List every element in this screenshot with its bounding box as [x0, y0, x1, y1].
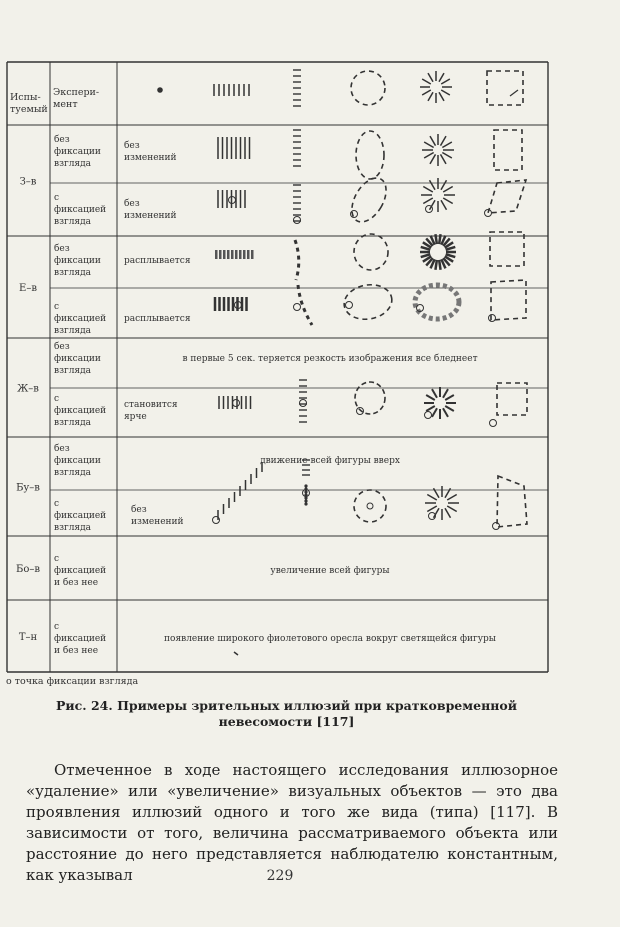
text-line: с — [54, 554, 60, 564]
radial-burst-icon — [427, 495, 437, 501]
text-line: увеличение всей фигуры — [270, 566, 390, 576]
text-line: с — [54, 394, 60, 404]
condition-label — [54, 134, 101, 169]
effect-label — [124, 314, 191, 324]
text-line: становится — [124, 400, 178, 410]
blurred-burst-icon — [439, 260, 440, 270]
blurred-burst-icon — [435, 234, 436, 244]
text-line: расплывается — [124, 256, 191, 266]
fixation-point-icon — [493, 523, 500, 530]
radial-burst-icon — [432, 389, 437, 398]
radial-burst-icon — [445, 406, 454, 411]
text-line: Е–в — [19, 283, 37, 294]
text-line: с — [54, 622, 60, 632]
dashed-circle-icon — [354, 234, 388, 270]
text-line: взгляда — [54, 217, 91, 227]
fixation-point-icon — [233, 400, 240, 407]
radial-burst-icon — [439, 92, 444, 101]
fixation-point-icon — [294, 217, 301, 224]
radial-burst-icon — [447, 495, 457, 501]
fixation-point-icon — [426, 206, 433, 213]
text-line: фиксацией — [54, 406, 107, 416]
radial-burst-icon — [423, 187, 433, 193]
text-line: без — [54, 244, 70, 254]
blurred-grating-icon — [223, 250, 226, 259]
text-line: фиксации — [54, 147, 101, 157]
legend-fixation-point: о точка фиксации взгляда — [6, 676, 139, 687]
dot-icon — [158, 88, 162, 92]
text-line: мент — [53, 99, 78, 110]
blurred-burst-icon — [435, 260, 436, 270]
dashed-square-icon — [491, 280, 526, 320]
text-line: Бу–в — [16, 482, 40, 494]
text-line: фиксации — [54, 456, 101, 466]
text-line: без — [54, 342, 70, 352]
radial-burst-icon — [428, 73, 433, 82]
text-line: появление широкого фиолетового оресла вокруг светящейся фигуры — [164, 634, 496, 644]
corner-mark-icon — [510, 90, 518, 96]
text-line: изменений — [124, 211, 177, 221]
text-line: с — [54, 193, 60, 203]
radial-burst-icon — [423, 198, 433, 204]
fixation-point-icon — [346, 302, 353, 309]
condition-label — [54, 243, 101, 278]
blurred-burst-icon — [439, 234, 440, 244]
dashed-circle-icon — [351, 71, 385, 105]
fixation-point-icon — [294, 304, 301, 311]
blurred-grating-icon — [235, 250, 238, 259]
radial-burst-icon — [442, 153, 452, 159]
radial-burst-icon — [441, 90, 450, 95]
radial-burst-icon — [441, 79, 450, 84]
fixation-point-icon — [351, 211, 358, 218]
radial-burst-icon — [443, 389, 448, 398]
condition-label — [54, 554, 106, 588]
text-line: взгляда — [54, 366, 91, 376]
blurred-grating-icon — [219, 250, 222, 259]
effect-label — [124, 198, 177, 221]
radial-burst-icon — [422, 79, 431, 84]
text-line: взгляда — [54, 326, 91, 336]
subject-label — [19, 283, 37, 294]
text-line: фиксации — [54, 354, 101, 364]
table-text — [10, 87, 496, 656]
radial-burst-icon — [445, 395, 454, 400]
radial-burst-icon — [428, 92, 433, 101]
radial-burst-icon — [424, 153, 434, 159]
text-line: фиксацией — [54, 566, 107, 576]
blurred-grating-icon — [231, 250, 234, 259]
text-line: без — [124, 141, 140, 151]
dotted-column-icon — [304, 484, 307, 487]
dashed-parallelogram-icon — [488, 180, 526, 213]
dashed-trapezoid-icon — [497, 476, 527, 527]
radial-burst-icon — [426, 395, 435, 400]
radial-burst-icon — [424, 142, 434, 148]
page-number: 229 — [266, 868, 294, 884]
text-line: туемый — [10, 104, 48, 115]
text-line: Бо–в — [16, 564, 40, 575]
text-line: Ж–в — [17, 383, 39, 395]
text-line: Экспери- — [53, 87, 100, 98]
effect-label — [124, 140, 177, 163]
effect-label — [124, 400, 178, 422]
radial-burst-icon — [441, 154, 447, 164]
text-line: в первые 5 сек. теряется резкость изображения все бледнеет — [182, 354, 478, 364]
radial-burst-icon — [422, 90, 431, 95]
text-line: взгляда — [54, 523, 91, 533]
radial-burst-icon — [430, 154, 436, 164]
effect-label — [182, 353, 477, 364]
text-line: взгляда — [54, 159, 91, 169]
text-line: без — [54, 444, 70, 454]
radial-burst-icon — [439, 73, 444, 82]
condition-label — [54, 499, 106, 533]
radial-burst-icon — [445, 508, 451, 518]
text-line: взгляда — [54, 468, 91, 478]
blurred-ring-icon — [415, 285, 459, 319]
text-line: фиксацией — [54, 205, 107, 215]
radial-burst-icon — [447, 506, 457, 512]
radial-burst-icon — [443, 408, 448, 417]
fixation-point-icon — [425, 412, 432, 419]
fixation-point-icon — [300, 400, 307, 407]
effect-label — [260, 456, 400, 466]
text-line: З–в — [19, 176, 37, 188]
radial-burst-icon — [441, 136, 447, 146]
text-line: с — [54, 302, 60, 312]
text-line: и без нее — [54, 646, 99, 656]
radial-burst-icon — [441, 180, 447, 190]
dashed-square-icon — [494, 130, 522, 170]
radial-burst-icon — [441, 200, 447, 210]
fixation-point-icon — [490, 420, 497, 427]
radial-burst-icon — [427, 506, 437, 512]
effect-label — [124, 256, 191, 266]
condition-label — [54, 394, 106, 428]
body-text: Отмеченное в ходе настоящего исследования иллюзорное «удаление» или «увеличение» визуальных объектов — это два проявления иллюзий одного и того же вида (типа) [117]. В зависимости от того, величина рассматриваемого объекта или расстояние до него представляется наблюдателю константным, как указывал — [26, 761, 558, 884]
condition-label — [54, 622, 106, 656]
effect-label — [164, 634, 496, 644]
text-line: изменений — [124, 153, 177, 163]
text-line: без — [131, 505, 147, 515]
radial-burst-icon — [443, 187, 453, 193]
fixation-point-icon — [489, 315, 496, 322]
blurred-grating-icon — [251, 250, 254, 259]
dashed-circle-icon — [355, 382, 385, 414]
center-point-icon — [367, 503, 373, 509]
text-line: с — [54, 499, 60, 509]
header-subject — [10, 92, 48, 115]
text-line: изменений — [131, 517, 184, 527]
radial-burst-icon — [430, 136, 436, 146]
small-stroke-icon — [234, 652, 238, 655]
dotted-column-icon — [304, 499, 307, 502]
text-line: без — [54, 135, 70, 145]
radial-burst-icon — [443, 198, 453, 204]
text-line: без — [124, 199, 140, 209]
radial-burst-icon — [432, 408, 437, 417]
text-line: движение всей фигуры вверх — [260, 456, 400, 466]
blurred-square-icon — [490, 232, 524, 266]
curved-dash-icon — [295, 240, 299, 280]
text-line: ярче — [124, 412, 147, 422]
dashed-circle-icon — [354, 490, 386, 522]
dashed-square-icon — [487, 71, 523, 105]
dashed-ellipse-icon — [345, 172, 393, 228]
text-line: расплывается — [124, 314, 191, 324]
condition-label — [54, 302, 106, 336]
subject-label — [16, 483, 40, 494]
text-line: фиксацией — [54, 634, 107, 644]
text-line: Т–н — [18, 632, 38, 643]
subject-label — [19, 632, 38, 643]
subject-label — [16, 564, 40, 575]
radial-burst-icon — [426, 406, 435, 411]
effect-label — [131, 504, 184, 527]
condition-label — [54, 443, 101, 478]
figure-caption: Рис. 24. Примеры зрительных иллюзий при кратковременной невесомости [117] — [56, 698, 517, 729]
text-line: фиксацией — [54, 511, 107, 521]
blurred-grating-icon — [239, 250, 242, 259]
dotted-column-icon — [304, 502, 307, 505]
dashed-circle-icon — [356, 131, 384, 179]
condition-label — [54, 341, 101, 376]
effect-label — [270, 566, 389, 576]
blurred-grating-icon — [243, 250, 246, 259]
text-line: фиксацией — [54, 314, 107, 324]
text-line: Испы- — [10, 92, 41, 103]
text-line: и без нее — [54, 578, 99, 588]
subject-label — [20, 177, 37, 188]
blurred-grating-icon — [227, 250, 230, 259]
condition-label — [54, 193, 106, 227]
blurred-grating-icon — [215, 250, 218, 259]
blurred-grating-icon — [247, 250, 250, 259]
radial-burst-icon — [430, 180, 436, 190]
header-experiment — [53, 87, 99, 110]
text-line: фиксации — [54, 256, 101, 266]
subject-label — [17, 384, 39, 395]
text-line: взгляда — [54, 268, 91, 278]
dotted-column-icon — [304, 490, 307, 493]
radial-burst-icon — [442, 142, 452, 148]
text-line: взгляда — [54, 418, 91, 428]
